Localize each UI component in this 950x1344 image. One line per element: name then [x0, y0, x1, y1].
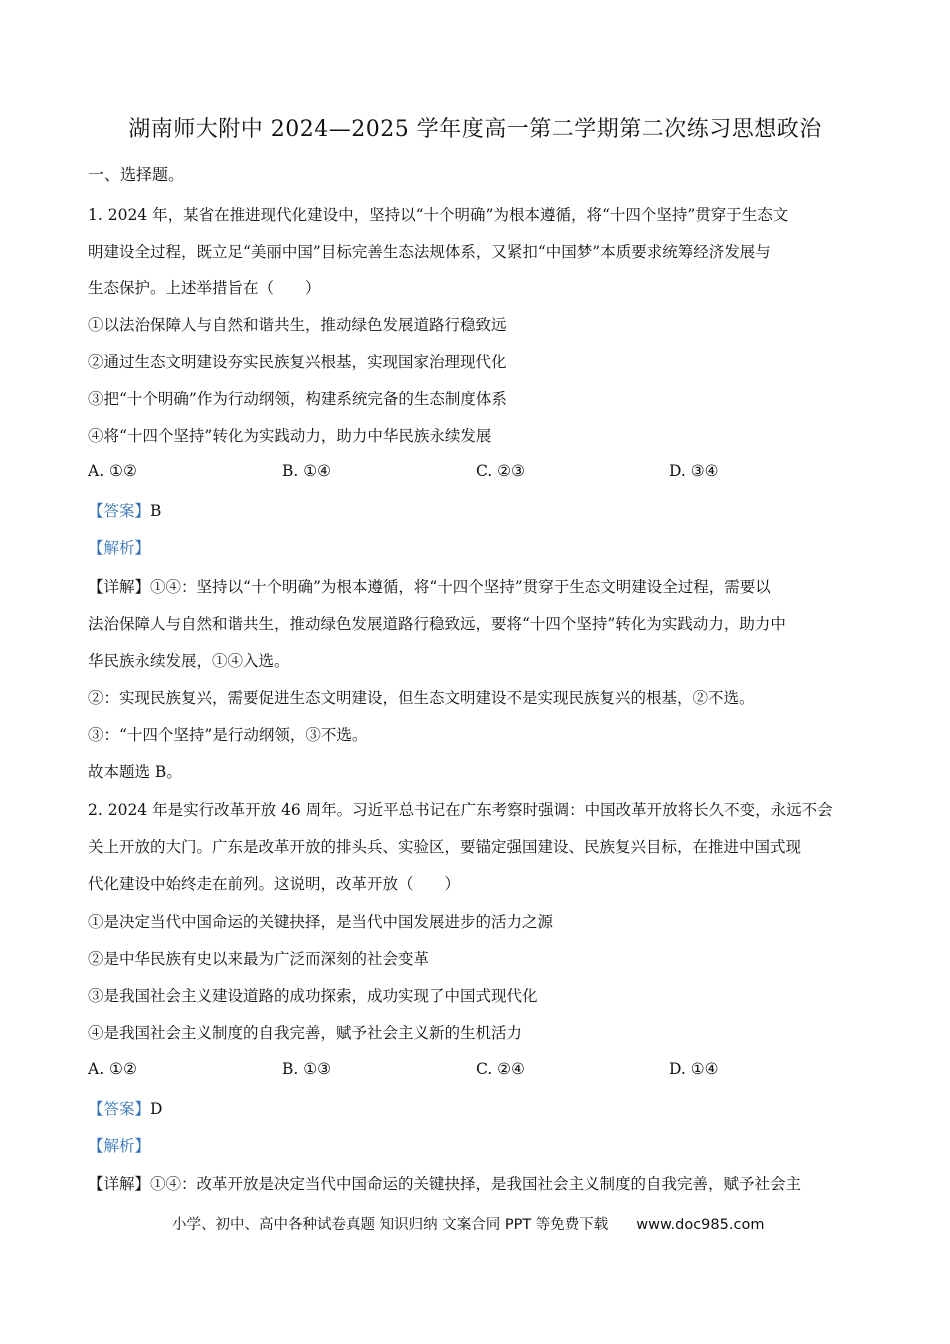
q1-detail-line: 法治保障人与自然和谐共生，推动绿色发展道路行稳致远，要将“十四个坚持”转化为实践动力，助力中 — [88, 615, 786, 633]
page-footer — [172, 1213, 764, 1234]
detail-tag: 【详解】 — [88, 578, 151, 596]
answer-value: B — [150, 502, 162, 520]
q2-item: ④是我国社会主义制度的自我完善，赋予社会主义新的生机活力 — [88, 1024, 523, 1042]
q1-conclusion: 故本题选 B。 — [88, 763, 182, 781]
answer-tag: 【答案】 — [88, 1100, 151, 1118]
detail-text: ①④：改革开放是决定当代中国命运的关键抉择，是我国社会主义制度的自我完善，赋予社会主 — [150, 1175, 802, 1193]
q1-item: ①以法治保障人与自然和谐共生，推动绿色发展道路行稳致远 — [88, 316, 507, 334]
footer-url[interactable]: www.doc985.com — [636, 1217, 765, 1233]
q2-item: ③是我国社会主义建设道路的成功探索，成功实现了中国式现代化 — [88, 987, 538, 1005]
section-heading: 一、选择题。 — [88, 165, 185, 184]
q2-stem-line: 2. 2024 年是实行改革开放 46 周年。习近平总书记在广东考察时强调：中国改革开放将长久不变，永远不会 — [88, 801, 833, 819]
q1-options — [88, 462, 848, 486]
q1-stem-line: 生态保护。上述举措旨在（ ） — [88, 279, 321, 297]
answer-value: D — [150, 1100, 163, 1118]
q1-stem-line: 1. 2024 年，某省在推进现代化建设中，坚持以“十个明确”为根本遵循，将“十四个坚持”贯穿于生态文 — [88, 206, 789, 224]
q2-item: ①是决定当代中国命运的关键抉择，是当代中国发展进步的活力之源 — [88, 913, 554, 931]
q1-stem-line: 明建设全过程，既立足“美丽中国”目标完善生态法规体系，又紧扣“中国梦”本质要求统筹经济发展与 — [88, 243, 771, 261]
q2-option-a: A. ①② — [88, 1060, 137, 1078]
q1-option-c: C. ②③ — [476, 462, 525, 480]
q1-item: ④将“十四个坚持”转化为实践动力，助力中华民族永续发展 — [88, 427, 492, 445]
q1-option-d: D. ③④ — [669, 462, 719, 480]
q1-detail-line: 华民族永续发展，①④入选。 — [88, 652, 290, 670]
document-title: 湖南师大附中 2024—2025 学年度高一第二学期第二次练习思想政治 — [128, 117, 822, 142]
q1-answer — [88, 499, 161, 521]
analysis-tag: 【解析】 — [88, 1137, 151, 1155]
detail-text: ①④：坚持以“十个明确”为根本遵循，将“十四个坚持”贯穿于生态文明建设全过程，需要以 — [150, 578, 771, 596]
q2-option-d: D. ①④ — [669, 1060, 719, 1078]
detail-tag: 【详解】 — [88, 1175, 151, 1193]
q1-detail-line — [88, 575, 771, 597]
analysis-tag: 【解析】 — [88, 539, 151, 557]
q1-analysis — [88, 536, 150, 558]
q1-option-a: A. ①② — [88, 462, 137, 480]
q2-analysis — [88, 1134, 150, 1156]
q1-detail-line: ③：“十四个坚持”是行动纲领，③不选。 — [88, 726, 368, 744]
q2-option-c: C. ②④ — [476, 1060, 525, 1078]
q2-answer — [88, 1097, 162, 1119]
q1-item: ②通过生态文明建设夯实民族复兴根基，实现国家治理现代化 — [88, 353, 507, 371]
footer-text: 小学、初中、高中各种试卷真题 知识归纳 文案合同 PPT 等免费下载 — [172, 1217, 609, 1233]
q1-option-b: B. ①④ — [282, 462, 332, 480]
q2-stem-line: 代化建设中始终走在前列。这说明，改革开放（ ） — [88, 875, 461, 893]
q1-detail-line: ②：实现民族复兴，需要促进生态文明建设，但生态文明建设不是实现民族复兴的根基，②不选。 — [88, 689, 755, 707]
answer-tag: 【答案】 — [88, 502, 151, 520]
q1-item: ③把“十个明确”作为行动纲领，构建系统完备的生态制度体系 — [88, 390, 507, 408]
q2-stem-line: 关上开放的大门。广东是改革开放的排头兵、实验区，要锚定强国建设、民族复兴目标，在推进中国式现 — [88, 838, 802, 856]
q2-option-b: B. ①③ — [282, 1060, 332, 1078]
q2-item: ②是中华民族有史以来最为广泛而深刻的社会变革 — [88, 950, 430, 968]
q2-options — [88, 1060, 848, 1084]
q2-detail-line — [88, 1172, 801, 1194]
